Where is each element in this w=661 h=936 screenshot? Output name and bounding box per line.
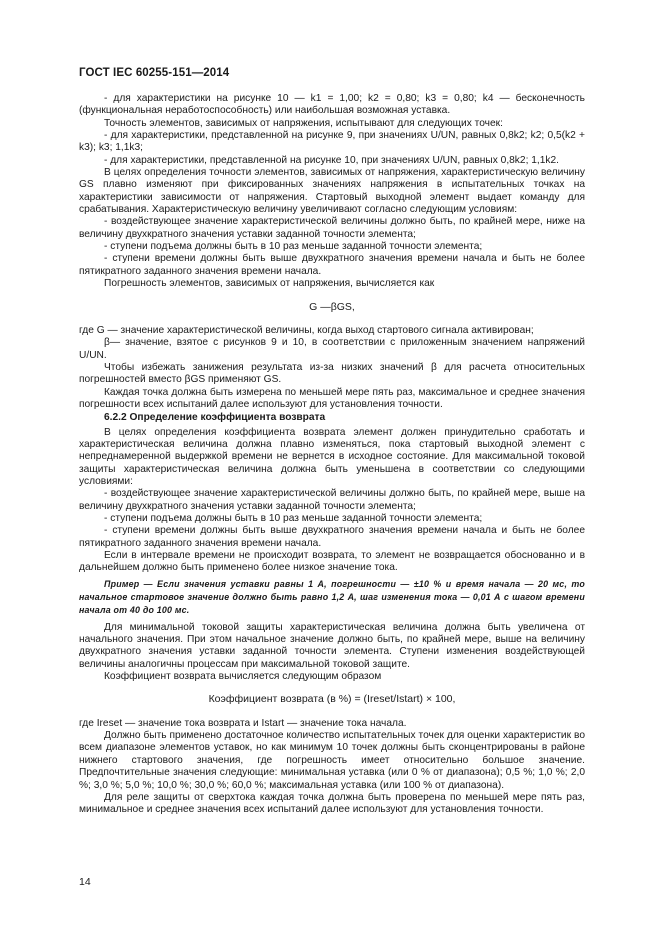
paragraph: - воздействующее значение характеристической величины должно быть, по крайней мере, ниже на величину двухкратного значения уставки заданной точности элемента;	[79, 216, 585, 240]
paragraph: Погрешность элементов, зависимых от напряжения, вычисляется как	[104, 278, 435, 290]
paragraph: Если в интервале времени не происходит возврата, то элемент не возвращается обоснованно и в дальнейшем должно быть применено более низкое значение тока.	[79, 550, 585, 574]
paragraph: β— значение, взятое с рисунков 9 и 10, в соответствии с приложенным значением напряжений U/UN.	[79, 337, 585, 361]
paragraph: - ступени подъема должны быть в 10 раз меньше заданной точности элемента;	[104, 241, 483, 253]
paragraph: - ступени времени должны быть выше двухкратного значения времени начала и быть не более пятикратного заданного значения времени начала.	[79, 525, 585, 549]
document-header: ГОСТ IEC 60255-151—2014	[79, 67, 230, 79]
paragraph: Коэффициент возврата вычисляется следующим образом	[104, 671, 382, 683]
paragraph: где Ireset — значение тока возврата и Istart — значение тока начала.	[79, 717, 407, 729]
paragraph: Должно быть применено достаточное количество испытательных точек для оценки характеристик во всем диапазоне элементов уставок, но как минимум 10 точек должны быть сконцентрированы в районе нижнего стартового значения, где погрешность имеет относительно большое значение. Предпочтительные значения следующие: минимальная уставка (или 0 % от диапазона); 0,5 %; 1,0 %; 2,0 %; 3,0 %; 5,0 %; 10,0 %; 30,0 %; 60,0 %; максимальная уставка (или 100 % от диапазона).	[79, 730, 585, 791]
paragraph: Чтобы избежать занижения результата из-за низких значений β для расчета относительных погрешностей вместо βGS применяют GS.	[79, 361, 585, 386]
page-number: 14	[79, 876, 91, 888]
paragraph: - для характеристики, представленной на рисунке 9, при значениях U/UN, равных 0,8k2; k2; 0,5(k2 + k3); k3; 1,1k3;	[79, 130, 585, 154]
paragraph: - ступени времени должны быть выше двухкратного значения времени начала и быть не более пятикратного заданного значения времени начала.	[79, 253, 585, 277]
paragraph: В целях определения коэффициента возврата элемент должен принудительно сработать и характеристическая величина должна плавно изменяться, пока стартовый выходной элемент с непреднамеренной выдержкой времени не вернется в исходное состояние. Для максимальной токовой защиты характеристическая величина должна быть уменьшена в соответствии со следующими условиями:	[79, 426, 585, 487]
example-note: Пример — Если значения уставки равны 1 А, погрешности — ±10 % и время начала — 20 мс, то начальное стартовое значение должно быть равно 1,2 А, шаг изменения тока — 0,01 А с шагом времени начала от 40 до 100 мс.	[79, 578, 585, 615]
paragraph: - воздействующее значение характеристической величины должно быть, по крайней мере, выше на величину двухкратного значения уставки заданной точности элемента;	[79, 488, 585, 512]
paragraph: - для характеристики, представленной на рисунке 10, при значениях U/UN, равных 0,8k2; 1,1k2.	[104, 154, 559, 166]
paragraph: - для характеристики на рисунке 10 — k1 = 1,00; k2 = 0,80; k3 = 0,80; k4 — бесконечность (функциональная неработоспособность) или наибольшая возможная уставка.	[79, 93, 585, 117]
formula-reset-ratio: Коэффициент возврата (в %) = (Ireset/Istart) × 100,	[208, 693, 456, 706]
paragraph: Для реле защиты от сверхтока каждая точка должна быть проверена по меньшей мере пять раз, минимальное и среднее значения всех испытаний далее используют для установления точности.	[79, 791, 585, 816]
paragraph: где G — значение характеристической величины, когда выход стартового сигнала активирован;	[79, 324, 534, 336]
paragraph: - ступени подъема должны быть в 10 раз меньше заданной точности элемента;	[104, 513, 483, 524]
paragraph: В целях определения точности элементов, зависимых от напряжения, характеристическую величину GS плавно изменяют при фиксированных значениях напряжения в испытательных точках на характеристики зависимости от напряжения. Стартовый выходной элемент выдает команду для срабатывания. Характеристическую величину увеличивают согласно следующим условиям:	[79, 167, 585, 216]
section-heading: 6.2.2 Определение коэффициента возврата	[104, 412, 326, 424]
document-body	[79, 93, 585, 817]
formula-error: G —βGS,	[309, 300, 355, 313]
paragraph: Каждая точка должна быть измерена по меньшей мере пять раз, максимальное и среднее значения погрешности всех испытаний далее используют для установления точности.	[79, 386, 585, 410]
paragraph: Точность элементов, зависимых от напряжения, испытывают для следующих точек:	[104, 117, 503, 129]
paragraph: Для минимальной токовой защиты характеристическая величина должна быть увеличена от начального значения. При этом начальное значение должно быть, по крайней мере, выше на величину двухкратного значения уставки заданной точности элемента. Ступени изменения воздействующей величины аналогичны процессам при максимальной токовой защите.	[79, 621, 585, 670]
